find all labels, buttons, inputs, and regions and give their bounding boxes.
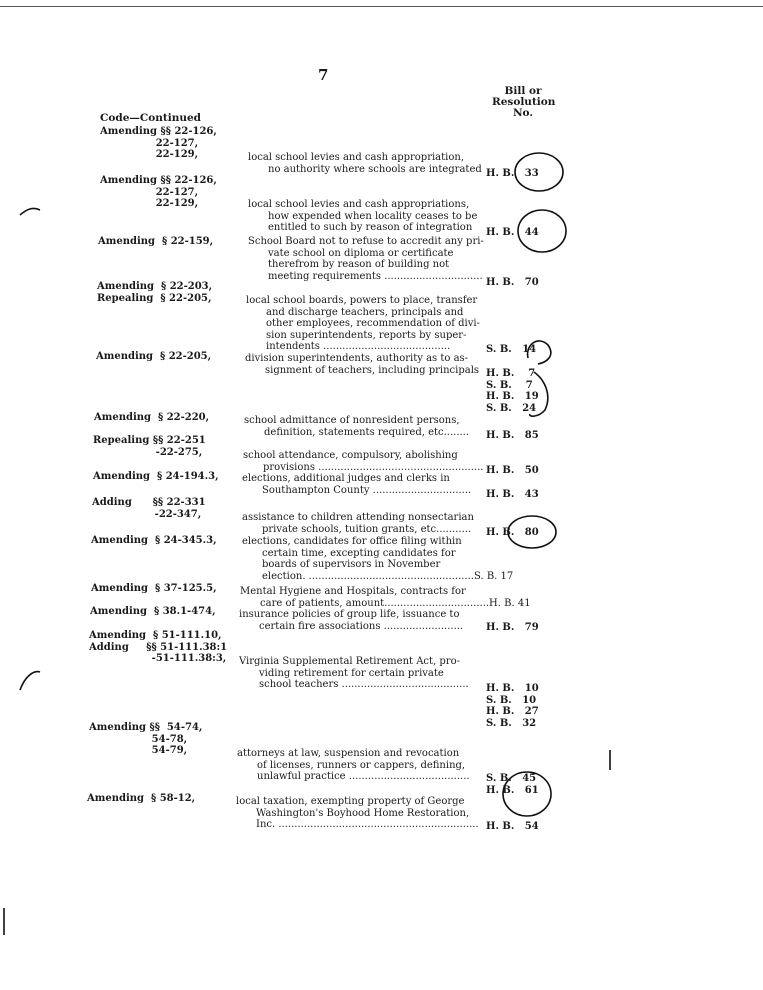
bill-number: S. B. 10	[486, 694, 537, 706]
description-line: and discharge teachers, principals and	[266, 306, 464, 318]
bill-number: S. B. 45	[486, 773, 537, 784]
description-line: signment of teachers, including principals	[265, 364, 480, 376]
code-line: 54-79,	[89, 745, 188, 757]
code-line: -22-347,	[92, 508, 202, 520]
bill-number: H. B. 27	[486, 706, 539, 718]
bill-number: H. B. 44	[486, 227, 539, 238]
pen-stroke	[20, 672, 40, 690]
page-number: 7	[318, 66, 329, 84]
description-line: division superintendents, authority as to as-	[245, 353, 469, 364]
description-line: certain time, excepting candidates for	[262, 547, 456, 559]
bill-number: S. B. 24	[486, 402, 537, 414]
bill-number: H. B. 33	[486, 168, 539, 179]
code-line: Adding §§ 22-331	[92, 497, 206, 508]
bill-number: H. B. 70	[486, 277, 539, 288]
bill-number: H. B. 54	[486, 821, 539, 832]
description-line: other employees, recommendation of divi-	[266, 318, 480, 330]
description-line: School Board not to refuse to accredit any pri-	[248, 236, 484, 247]
code-line: Amending § 22-203,	[97, 281, 213, 292]
circle-mark	[518, 210, 566, 252]
bill-number: H. B. 19	[486, 391, 539, 403]
circle-mark	[515, 153, 563, 191]
code-line: Amending §§ 22-126,	[100, 175, 217, 186]
column-header-line: No.	[512, 107, 534, 119]
description-line: local school levies and cash appropriation,	[248, 152, 465, 163]
description-line: school admittance of nonresident persons,	[244, 415, 460, 426]
description-line: meeting requirements ...............................	[268, 270, 483, 282]
bill-number: H. B. 10	[486, 683, 539, 694]
code-line: Adding §§ 51-111.38:1	[89, 641, 228, 653]
code-line: Amending §§ 22-126,	[100, 126, 217, 137]
description-line: therefrom by reason of building not	[268, 259, 450, 271]
description-line: local school levies and cash appropriations,	[248, 199, 470, 210]
description-line: no authority where schools are integrated	[268, 163, 482, 175]
code-line: Amending § 24-345.3,	[91, 535, 217, 546]
code-line: Repealing §§ 22-251	[93, 435, 206, 446]
description-line: local school boards, powers to place, transfer	[246, 295, 478, 306]
circle-mark	[508, 516, 556, 548]
bill-number: H. B. 80	[486, 527, 539, 538]
description-line: intendents ........................................	[266, 341, 451, 353]
description-line: attorneys at law, suspension and revocation	[237, 748, 460, 759]
description-line: viding retirement for certain private	[259, 667, 444, 679]
description-line: entitled to such by reason of integration	[268, 222, 473, 234]
description-line: how expended when locality ceases to be	[268, 210, 478, 222]
code-line: Amending § 51-111.10,	[89, 630, 222, 641]
description-line: local taxation, exempting property of George	[236, 796, 465, 807]
bill-number: S. B. 32	[486, 717, 537, 729]
bill-number: H. B. 50	[486, 465, 539, 476]
code-line: Amending § 38.1-474,	[90, 606, 216, 617]
circle-mark	[530, 372, 548, 416]
description-line: unlawful practice ......................................	[257, 771, 470, 783]
code-line: Amending § 24-194.3,	[93, 471, 219, 482]
code-line: 22-127,	[100, 137, 199, 149]
code-line: 22-129,	[100, 149, 199, 161]
code-line: Amending §§ 54-74,	[89, 722, 203, 733]
code-line: 54-78,	[89, 733, 188, 745]
circle-mark	[503, 772, 551, 816]
description-line: election. ....................................................S. B. 17	[262, 570, 514, 582]
description-line: definition, statements required, etc........	[264, 426, 470, 438]
pen-stroke	[20, 208, 40, 215]
code-line: -51-111.38:3,	[89, 653, 227, 665]
description-line: Southampton County ...............................	[262, 484, 472, 496]
column-header-line: Bill or	[504, 85, 542, 97]
code-line: Amending § 37-125.5,	[91, 583, 217, 594]
circle-mark	[528, 341, 551, 364]
description-line: certain fire associations .........................	[259, 620, 464, 632]
code-line: Amending § 22-205,	[96, 351, 212, 362]
description-line: vate school on diploma or certificate	[268, 247, 454, 259]
code-line: Amending § 22-220,	[94, 412, 210, 423]
bill-number: S. B. 14	[486, 344, 537, 355]
bill-number: H. B. 85	[486, 430, 539, 441]
description-line: assistance to children attending nonsectarian	[242, 512, 474, 523]
description-line: sion superintendents, reports by super-	[266, 329, 467, 341]
description-line: elections, additional judges and clerks in	[242, 473, 450, 484]
code-line: Repealing § 22-205,	[97, 292, 212, 304]
code-line: 22-127,	[100, 186, 199, 198]
description-line: Mental Hygiene and Hospitals, contracts for	[240, 586, 466, 597]
code-line: 22-129,	[100, 198, 199, 210]
description-line: boards of supervisors in November	[262, 559, 441, 571]
description-line: provisions ....................................................	[263, 461, 484, 473]
bill-number: H. B. 43	[486, 489, 539, 500]
code-line: Amending § 22-159,	[98, 236, 214, 247]
description-line: school attendance, compulsory, abolishing	[243, 450, 458, 461]
code-line: Amending § 58-12,	[87, 793, 196, 804]
section-header: Code—Continued	[100, 112, 202, 124]
description-line: Inc. ...............................................................	[256, 819, 479, 831]
description-line: insurance policies of group life, issuance to	[239, 609, 460, 620]
code-line: -22-275,	[93, 446, 203, 458]
description-line: Washington's Boyhood Home Restoration,	[256, 807, 470, 819]
description-line: of licenses, runners or cappers, defining,	[257, 759, 466, 771]
bill-number: H. B. 61	[486, 784, 539, 796]
bill-number: H. B. 79	[486, 622, 539, 633]
column-header-line: Resolution	[492, 96, 556, 108]
bill-number: S. B. 7	[486, 379, 533, 391]
bill-number: H. B. 7	[486, 368, 536, 379]
description-line: care of patients, amount.................................H. B. 41	[260, 597, 531, 609]
description-line: Virginia Supplemental Retirement Act, pro-	[239, 656, 460, 667]
description-line: school teachers ........................................	[259, 679, 469, 691]
description-line: private schools, tuition grants, etc...........	[262, 523, 472, 535]
description-line: elections, candidates for office filing within	[242, 536, 462, 547]
